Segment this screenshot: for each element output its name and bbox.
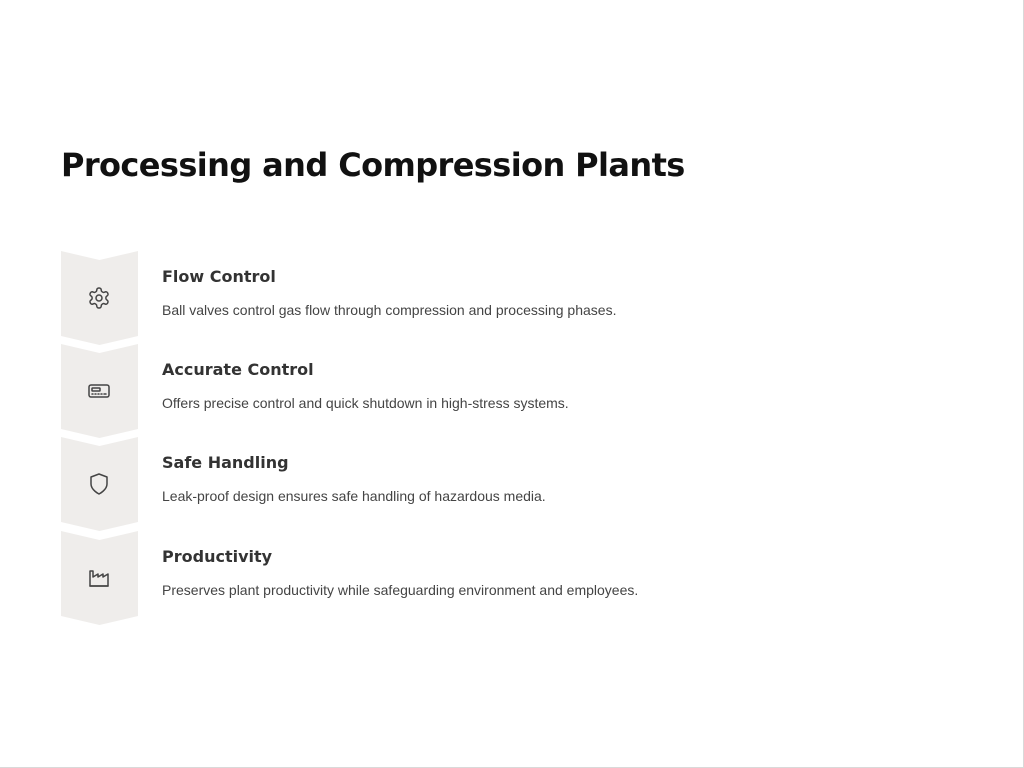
feature-item-flow-control <box>61 251 761 345</box>
feature-description: Leak-proof design ensures safe handling of hazardous media. <box>162 488 546 504</box>
feature-heading: Flow Control <box>162 267 276 286</box>
gauge-panel-icon <box>87 379 111 403</box>
page-title: Processing and Compression Plants <box>61 146 685 184</box>
feature-item-productivity <box>61 531 761 625</box>
feature-description: Preserves plant productivity while safeguarding environment and employees. <box>162 582 639 598</box>
feature-heading: Productivity <box>162 547 273 566</box>
factory-icon <box>87 566 111 590</box>
feature-heading: Safe Handling <box>162 453 289 472</box>
feature-description: Ball valves control gas flow through compression and processing phases. <box>162 302 617 318</box>
shield-icon <box>87 472 111 496</box>
gear-icon <box>87 286 111 310</box>
feature-item-accurate-control <box>61 344 761 438</box>
feature-item-safe-handling <box>61 437 761 531</box>
feature-description: Offers precise control and quick shutdown in high-stress systems. <box>162 395 569 411</box>
feature-heading: Accurate Control <box>162 360 314 379</box>
